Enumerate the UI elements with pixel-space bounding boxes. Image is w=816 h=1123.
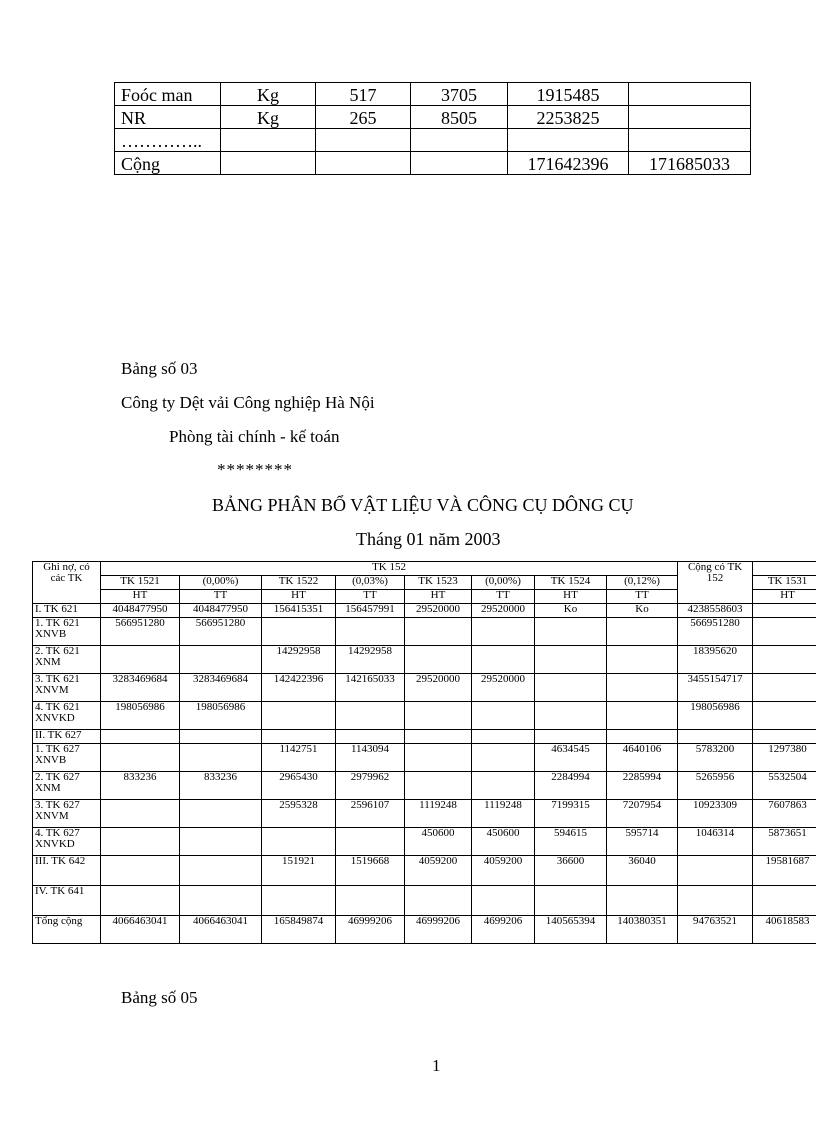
table-cell: 14292958	[336, 646, 405, 674]
table-cell: 36040	[607, 856, 678, 886]
table-cell	[405, 730, 472, 744]
table-cell: 4059200	[405, 856, 472, 886]
corner-header: Ghi nợ, có các TK	[33, 562, 101, 604]
group-header: TK 152	[101, 562, 678, 576]
table-cell: 3283469684	[180, 674, 262, 702]
blank-header	[753, 562, 816, 576]
account-header: TK 1523	[405, 576, 472, 590]
table-cell	[101, 800, 180, 828]
table-cell	[678, 730, 753, 744]
table-cell: 198056986	[180, 702, 262, 730]
table-cell: 198056986	[678, 702, 753, 730]
account-header: (0,12%)	[607, 576, 678, 590]
table-cell: Ko	[607, 604, 678, 618]
table-number: Bảng số 03	[121, 359, 198, 378]
table-cell: 4048477950	[101, 604, 180, 618]
table-cell	[535, 702, 607, 730]
table-row	[33, 744, 816, 772]
table-cell: 18395620	[678, 646, 753, 674]
table-cell: 4634545	[535, 744, 607, 772]
table-row	[115, 152, 751, 175]
table-cell	[535, 646, 607, 674]
table-cell: 171642396	[508, 152, 629, 175]
account-header: TK 1522	[262, 576, 336, 590]
table-cell: 5873651	[753, 828, 816, 856]
row-label: 4. TK 627 XNVKD	[33, 828, 101, 856]
table-cell	[101, 886, 180, 916]
page-number: 1	[432, 1056, 441, 1075]
table-cell: 566951280	[678, 618, 753, 646]
table-cell: 165849874	[262, 916, 336, 944]
next-table-number: Bảng số 05	[121, 988, 198, 1007]
table-cell: 594615	[535, 828, 607, 856]
table-cell: 156457991	[336, 604, 405, 618]
table-cell	[405, 772, 472, 800]
table-cell	[607, 674, 678, 702]
table-cell: 4238558603	[678, 604, 753, 618]
table-cell	[180, 646, 262, 674]
table-cell: 1142751	[262, 744, 336, 772]
table-cell	[336, 730, 405, 744]
table-cell: 4059200	[472, 856, 535, 886]
department-name: Phòng tài chính - kế toán	[169, 427, 340, 446]
table-cell: NR	[115, 106, 221, 129]
table-cell: 3283469684	[101, 674, 180, 702]
allocation-table	[32, 561, 816, 944]
table-cell	[336, 618, 405, 646]
total-column-header: Cộng có TK 152	[678, 562, 753, 604]
table-cell: 1143094	[336, 744, 405, 772]
table-cell: 156415351	[262, 604, 336, 618]
table-cell	[629, 83, 751, 106]
table-cell	[262, 730, 336, 744]
table-row	[33, 702, 816, 730]
table-cell	[336, 702, 405, 730]
table-cell: …………..	[115, 129, 221, 152]
row-label: 2. TK 621 XNM	[33, 646, 101, 674]
table-row	[33, 886, 816, 916]
table-row	[33, 772, 816, 800]
table-cell	[472, 618, 535, 646]
sub-header: HT	[262, 590, 336, 604]
table-cell: 3455154717	[678, 674, 753, 702]
table-row	[33, 800, 816, 828]
table-cell: 142165033	[336, 674, 405, 702]
table-row	[33, 646, 816, 674]
table-cell: 265	[316, 106, 411, 129]
table-cell	[180, 828, 262, 856]
table-cell: 2285994	[607, 772, 678, 800]
table-cell: 833236	[101, 772, 180, 800]
table-cell	[535, 886, 607, 916]
table-cell	[411, 129, 508, 152]
table-cell: 5783200	[678, 744, 753, 772]
table-cell	[405, 886, 472, 916]
table-cell	[101, 828, 180, 856]
table-cell: 29520000	[405, 674, 472, 702]
table-cell	[221, 152, 316, 175]
table-cell: 1297380	[753, 744, 816, 772]
row-label: 1. TK 627 XNVB	[33, 744, 101, 772]
table-cell	[180, 744, 262, 772]
table-cell	[180, 730, 262, 744]
account-header: TK 1521	[101, 576, 180, 590]
table-cell	[535, 618, 607, 646]
stars-divider: ********	[217, 460, 293, 479]
table-cell	[262, 702, 336, 730]
table-cell	[607, 730, 678, 744]
company-name: Công ty Dệt vải Công nghiệp Hà Nội	[121, 393, 375, 412]
table-cell: Kg	[221, 83, 316, 106]
table-cell: 5265956	[678, 772, 753, 800]
account-header: TK 1524	[535, 576, 607, 590]
table-cell	[472, 702, 535, 730]
row-label: I. TK 621	[33, 604, 101, 618]
table-cell	[678, 856, 753, 886]
table-cell	[535, 674, 607, 702]
table-cell: 29520000	[472, 604, 535, 618]
table-row	[33, 916, 816, 944]
row-label: 3. TK 621 XNVM	[33, 674, 101, 702]
table-cell	[629, 129, 751, 152]
row-label: 3. TK 627 XNVM	[33, 800, 101, 828]
table-cell	[472, 886, 535, 916]
table-cell: 10923309	[678, 800, 753, 828]
table-cell: 46999206	[405, 916, 472, 944]
table-cell: 450600	[472, 828, 535, 856]
table-cell: 4640106	[607, 744, 678, 772]
table-cell: 94763521	[678, 916, 753, 944]
materials-table	[114, 82, 751, 175]
table-cell: 450600	[405, 828, 472, 856]
table-cell: 151921	[262, 856, 336, 886]
table-cell: 5532504	[753, 772, 816, 800]
sub-header: TT	[472, 590, 535, 604]
table-cell	[101, 730, 180, 744]
table-cell: 833236	[180, 772, 262, 800]
table-cell: Foóc man	[115, 83, 221, 106]
table-cell: 2595328	[262, 800, 336, 828]
table-cell	[472, 646, 535, 674]
table-cell	[262, 886, 336, 916]
account-header: (0,03%)	[336, 576, 405, 590]
table-cell	[411, 152, 508, 175]
table-cell: 19581687	[753, 856, 816, 886]
table-cell	[607, 702, 678, 730]
table-cell: 171685033	[629, 152, 751, 175]
account-header: (0,00%)	[180, 576, 262, 590]
table-cell: 46999206	[336, 916, 405, 944]
table-cell	[336, 886, 405, 916]
table-cell	[472, 772, 535, 800]
table-cell	[753, 886, 816, 916]
table-cell: 4066463041	[101, 916, 180, 944]
table-cell: 4048477950	[180, 604, 262, 618]
table-cell	[472, 744, 535, 772]
table-cell	[753, 674, 816, 702]
row-label: 4. TK 621 XNVKD	[33, 702, 101, 730]
table-cell: 595714	[607, 828, 678, 856]
table-cell: 2965430	[262, 772, 336, 800]
table-cell: 140380351	[607, 916, 678, 944]
table-cell: 29520000	[472, 674, 535, 702]
table-cell	[336, 828, 405, 856]
table-row	[115, 83, 751, 106]
row-label: IV. TK 641	[33, 886, 101, 916]
table-cell: 2253825	[508, 106, 629, 129]
sub-header: TT	[336, 590, 405, 604]
table-cell	[180, 800, 262, 828]
document-title: BẢNG PHÂN BỔ VẬT LIỆU VÀ CÔNG CỤ DÔNG CỤ	[212, 495, 634, 515]
table-cell: 1519668	[336, 856, 405, 886]
table-cell	[607, 646, 678, 674]
table-row	[33, 618, 816, 646]
document-period: Tháng 01 năm 2003	[356, 529, 501, 549]
table-cell: 140565394	[535, 916, 607, 944]
table-cell	[607, 618, 678, 646]
table-cell	[101, 744, 180, 772]
table-cell: 4066463041	[180, 916, 262, 944]
table-cell: 1119248	[405, 800, 472, 828]
table-row	[33, 828, 816, 856]
row-label: III. TK 642	[33, 856, 101, 886]
table-cell: 7607863	[753, 800, 816, 828]
table-cell	[629, 106, 751, 129]
table-cell	[753, 646, 816, 674]
table-cell	[262, 828, 336, 856]
table-cell: 8505	[411, 106, 508, 129]
sub-header: TT	[180, 590, 262, 604]
table-cell	[678, 886, 753, 916]
table-row	[115, 129, 751, 152]
table-cell	[405, 646, 472, 674]
sub-header: HT	[101, 590, 180, 604]
sub-header: HT	[535, 590, 607, 604]
table-cell	[753, 604, 816, 618]
table-cell	[405, 618, 472, 646]
table-cell: 1119248	[472, 800, 535, 828]
table-cell: Kg	[221, 106, 316, 129]
table-row	[33, 730, 816, 744]
table-row	[33, 674, 816, 702]
table-cell	[753, 702, 816, 730]
table-cell	[180, 886, 262, 916]
sub-header: TT	[607, 590, 678, 604]
table-cell: 40618583	[753, 916, 816, 944]
sub-header: HT	[753, 590, 816, 604]
table-cell	[262, 618, 336, 646]
table-cell: 198056986	[101, 702, 180, 730]
account-header: (0,00%)	[472, 576, 535, 590]
table-cell: 566951280	[180, 618, 262, 646]
table-cell: 29520000	[405, 604, 472, 618]
table-cell	[607, 886, 678, 916]
table-cell	[472, 730, 535, 744]
table-cell: 2979962	[336, 772, 405, 800]
row-label: Tổng cộng	[33, 916, 101, 944]
table-cell: 2284994	[535, 772, 607, 800]
table-cell: 142422396	[262, 674, 336, 702]
table-cell: 14292958	[262, 646, 336, 674]
table-cell	[405, 702, 472, 730]
table-cell: 3705	[411, 83, 508, 106]
table-cell	[180, 856, 262, 886]
table-row	[115, 106, 751, 129]
table-cell: 517	[316, 83, 411, 106]
table-cell: 7199315	[535, 800, 607, 828]
table-cell	[753, 730, 816, 744]
table-cell	[101, 856, 180, 886]
table-row	[33, 856, 816, 886]
table-cell	[316, 152, 411, 175]
table-cell	[221, 129, 316, 152]
sub-header: HT	[405, 590, 472, 604]
table-cell: 1046314	[678, 828, 753, 856]
table-cell: 7207954	[607, 800, 678, 828]
table-cell: Cộng	[115, 152, 221, 175]
row-label: II. TK 627	[33, 730, 101, 744]
table-cell	[316, 129, 411, 152]
table-cell: 4699206	[472, 916, 535, 944]
account-header: TK 1531	[753, 576, 816, 590]
table-row	[33, 604, 816, 618]
table-cell: 566951280	[101, 618, 180, 646]
table-cell	[405, 744, 472, 772]
table-cell: 1915485	[508, 83, 629, 106]
table-cell: 36600	[535, 856, 607, 886]
table-cell	[508, 129, 629, 152]
table-cell	[753, 618, 816, 646]
table-cell: Ko	[535, 604, 607, 618]
row-label: 1. TK 621 XNVB	[33, 618, 101, 646]
table-cell	[535, 730, 607, 744]
row-label: 2. TK 627 XNM	[33, 772, 101, 800]
table-cell	[101, 646, 180, 674]
table-cell: 2596107	[336, 800, 405, 828]
